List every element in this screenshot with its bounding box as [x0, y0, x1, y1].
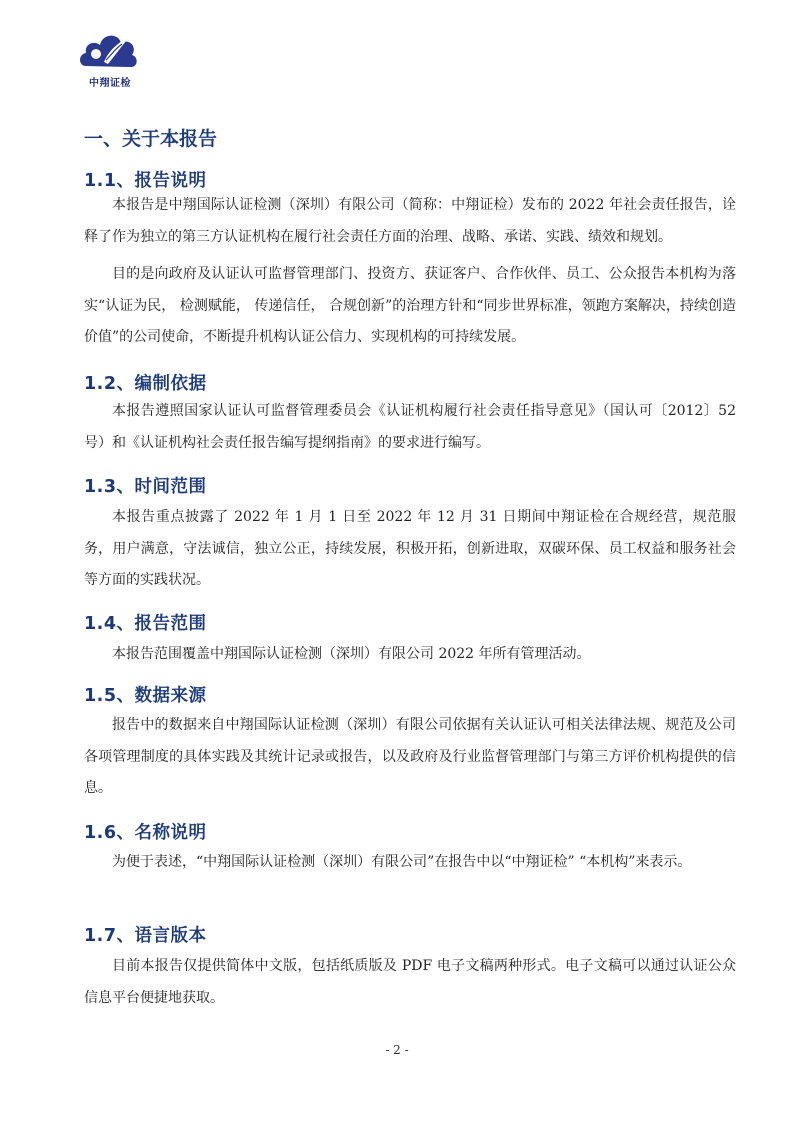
page-number: - 2 - [385, 1043, 409, 1057]
subsection-title-1-7: 1.7、语言版本 [84, 926, 207, 946]
paragraph: 报告中的数据来自中翔国际认证检测（深圳）有限公司依据有关认证认可相关法律法规、规范及公司各项管理制度的具体实践及其统计记录或报告，以及政府及行业监督管理部门与第三方评价机构提供的信息。 [84, 717, 736, 796]
subsection-title-1-3: 1.3、时间范围 [84, 477, 207, 497]
subsection-title-1-5: 1.5、数据来源 [84, 686, 207, 706]
paragraph: 目的是向政府及认证认可监督管理部门、投资方、获证客户、合作伙伴、员工、公众报告本机构为落实“认证为民， 检测赋能， 传递信任， 合规创新”的治理方针和“同步世界标准，领跑方案解决，持续创造价值”的公司使命，不断提升机构认证公信力、实现机构的可持续发展。 [84, 266, 736, 345]
subsection-title-1-1: 1.1、报告说明 [84, 171, 207, 191]
paragraph: 本报告范围覆盖中翔国际认证检测（深圳）有限公司 2022 年所有管理活动。 [112, 646, 591, 662]
logo-text: 中翔证检 [89, 78, 131, 89]
cloud-logo-icon [76, 26, 140, 76]
subsection-title-1-2: 1.2、编制依据 [84, 374, 207, 394]
section-title: 一、关于本报告 [84, 128, 218, 150]
paragraph: 为便于表述，“中翔国际认证检测（深圳）有限公司”在报告中以“中翔证检” “本机构”来表示。 [112, 854, 692, 870]
paragraph: 本报告遵照国家认证认可监督管理委员会《认证机构履行社会责任指导意见》（国认可〔2012〕52 号）和《认证机构社会责任报告编写提纲指南》的要求进行编写。 [84, 403, 736, 451]
paragraph: 本报告重点披露了 2022 年 1 月 1 日至 2022 年 12 月 31 日期间中翔证检在合规经营，规范服务，用户满意，守法诚信，独立公正，持续发展，积极开拓，创新进取，双碳环保、员工权益和服务社会等方面的实践状况。 [84, 509, 736, 588]
subsection-title-1-6: 1.6、名称说明 [84, 823, 207, 843]
paragraph: 本报告是中翔国际认证检测（深圳）有限公司（简称：中翔证检）发布的 2022 年社会责任报告，诠释了作为独立的第三方认证机构在履行社会责任方面的治理、战略、承诺、实践、绩效和规划。 [84, 197, 736, 245]
paragraph: 目前本报告仅提供简体中文版，包括纸质版及 PDF 电子文稿两种形式。电子文稿可以通过认证公众信息平台便捷地获取。 [84, 958, 736, 1006]
subsection-title-1-4: 1.4、报告范围 [84, 614, 207, 634]
